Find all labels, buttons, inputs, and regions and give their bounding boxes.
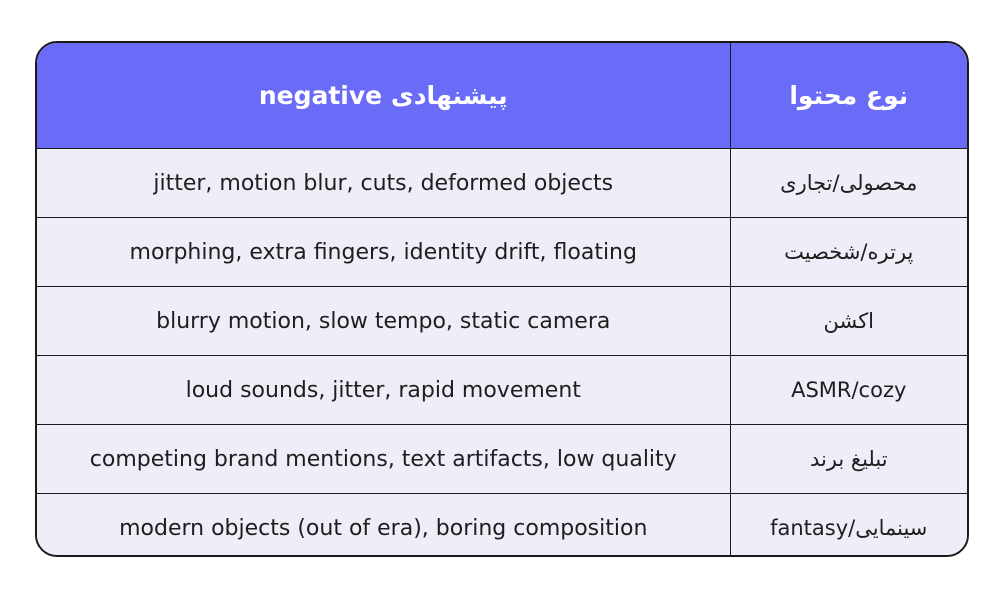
- negative-cell: modern objects (out of era), boring composition: [37, 494, 730, 558]
- header-content-type: نوع محتوا: [730, 43, 967, 149]
- table-row: [37, 494, 967, 558]
- table-row: [37, 287, 967, 356]
- table-row: [37, 356, 967, 425]
- table-row: [37, 149, 967, 218]
- content-type-cell: ASMR/cozy: [730, 356, 967, 425]
- negative-cell: competing brand mentions, text artifacts, low quality: [37, 425, 730, 494]
- header-row: [37, 43, 967, 149]
- negative-cell: morphing, extra fingers, identity drift, floating: [37, 218, 730, 287]
- content-type-cell: محصولی/تجاری: [730, 149, 967, 218]
- table-row: [37, 425, 967, 494]
- table-grid: [37, 43, 967, 557]
- content-type-cell: اکشن: [730, 287, 967, 356]
- negative-cell: loud sounds, jitter, rapid movement: [37, 356, 730, 425]
- content-type-cell: پرتره/شخصیت: [730, 218, 967, 287]
- negative-cell: blurry motion, slow tempo, static camera: [37, 287, 730, 356]
- header-negative: negative پیشنهادی: [37, 43, 730, 149]
- negative-cell: jitter, motion blur, cuts, deformed objects: [37, 149, 730, 218]
- content-type-cell: سینمایی/fantasy: [730, 494, 967, 558]
- content-type-cell: تبلیغ برند: [730, 425, 967, 494]
- suggested-negatives-table: [35, 41, 969, 557]
- table-row: [37, 218, 967, 287]
